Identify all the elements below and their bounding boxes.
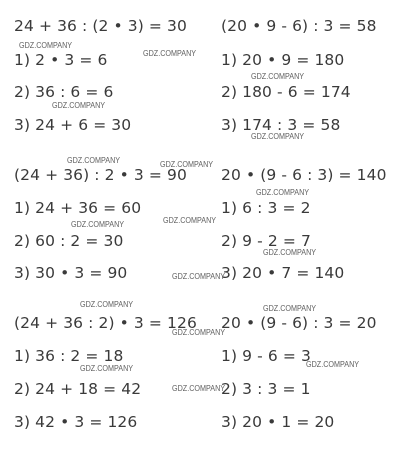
expression-5-step-3: 3) 42 • 3 = 126 bbox=[14, 413, 138, 431]
watermark: GDZ.COMPANY bbox=[67, 156, 121, 165]
watermark: GDZ.COMPANY bbox=[52, 101, 106, 110]
expression-5-step-2: 2) 24 + 18 = 42 bbox=[14, 380, 142, 398]
expression-1: 24 + 36 : (2 • 3) = 30 bbox=[14, 17, 187, 35]
expression-3-step-2: 2) 60 : 2 = 30 bbox=[14, 232, 124, 250]
watermark: GDZ.COMPANY bbox=[71, 220, 125, 229]
expression-2-step-1: 1) 20 • 9 = 180 bbox=[221, 51, 345, 69]
watermark: GDZ.COMPANY bbox=[143, 49, 197, 58]
watermark: GDZ.COMPANY bbox=[172, 272, 226, 281]
expression-2-step-2: 2) 180 - 6 = 174 bbox=[221, 83, 351, 101]
watermark: GDZ.COMPANY bbox=[160, 160, 214, 169]
watermark: GDZ.COMPANY bbox=[172, 384, 226, 393]
expression-4-step-2: 2) 9 - 2 = 7 bbox=[221, 232, 311, 250]
expression-3-step-3: 3) 30 • 3 = 90 bbox=[14, 264, 128, 282]
watermark: GDZ.COMPANY bbox=[19, 41, 73, 50]
expression-4-step-3: 3) 20 • 7 = 140 bbox=[221, 264, 345, 282]
watermark: GDZ.COMPANY bbox=[263, 248, 317, 257]
watermark: GDZ.COMPANY bbox=[306, 360, 360, 369]
expression-6-step-2: 2) 3 : 3 = 1 bbox=[221, 380, 311, 398]
watermark: GDZ.COMPANY bbox=[163, 216, 217, 225]
watermark: GDZ.COMPANY bbox=[251, 72, 305, 81]
expression-1-step-2: 2) 36 : 6 = 6 bbox=[14, 83, 114, 101]
watermark: GDZ.COMPANY bbox=[172, 328, 226, 337]
watermark: GDZ.COMPANY bbox=[251, 132, 305, 141]
expression-3: (24 + 36) : 2 • 3 = 90 bbox=[14, 166, 187, 184]
expression-6-step-3: 3) 20 • 1 = 20 bbox=[221, 413, 335, 431]
expression-3-step-1: 1) 24 + 36 = 60 bbox=[14, 199, 142, 217]
expression-5-step-1: 1) 36 : 2 = 18 bbox=[14, 347, 124, 365]
watermark: GDZ.COMPANY bbox=[256, 188, 310, 197]
expression-2-step-3: 3) 174 : 3 = 58 bbox=[221, 116, 341, 134]
watermark: GDZ.COMPANY bbox=[263, 304, 317, 313]
watermark: GDZ.COMPANY bbox=[80, 300, 134, 309]
expression-4-step-1: 1) 6 : 3 = 2 bbox=[221, 199, 311, 217]
expression-6-step-1: 1) 9 - 6 = 3 bbox=[221, 347, 311, 365]
expression-2: (20 • 9 - 6) : 3 = 58 bbox=[221, 17, 377, 35]
expression-6: 20 • (9 - 6) : 3 = 20 bbox=[221, 314, 377, 332]
expression-4: 20 • (9 - 6 : 3) = 140 bbox=[221, 166, 387, 184]
watermark: GDZ.COMPANY bbox=[80, 364, 134, 373]
expression-5: (24 + 36 : 2) • 3 = 126 bbox=[14, 314, 197, 332]
expression-1-step-3: 3) 24 + 6 = 30 bbox=[14, 116, 132, 134]
expression-1-step-1: 1) 2 • 3 = 6 bbox=[14, 51, 108, 69]
